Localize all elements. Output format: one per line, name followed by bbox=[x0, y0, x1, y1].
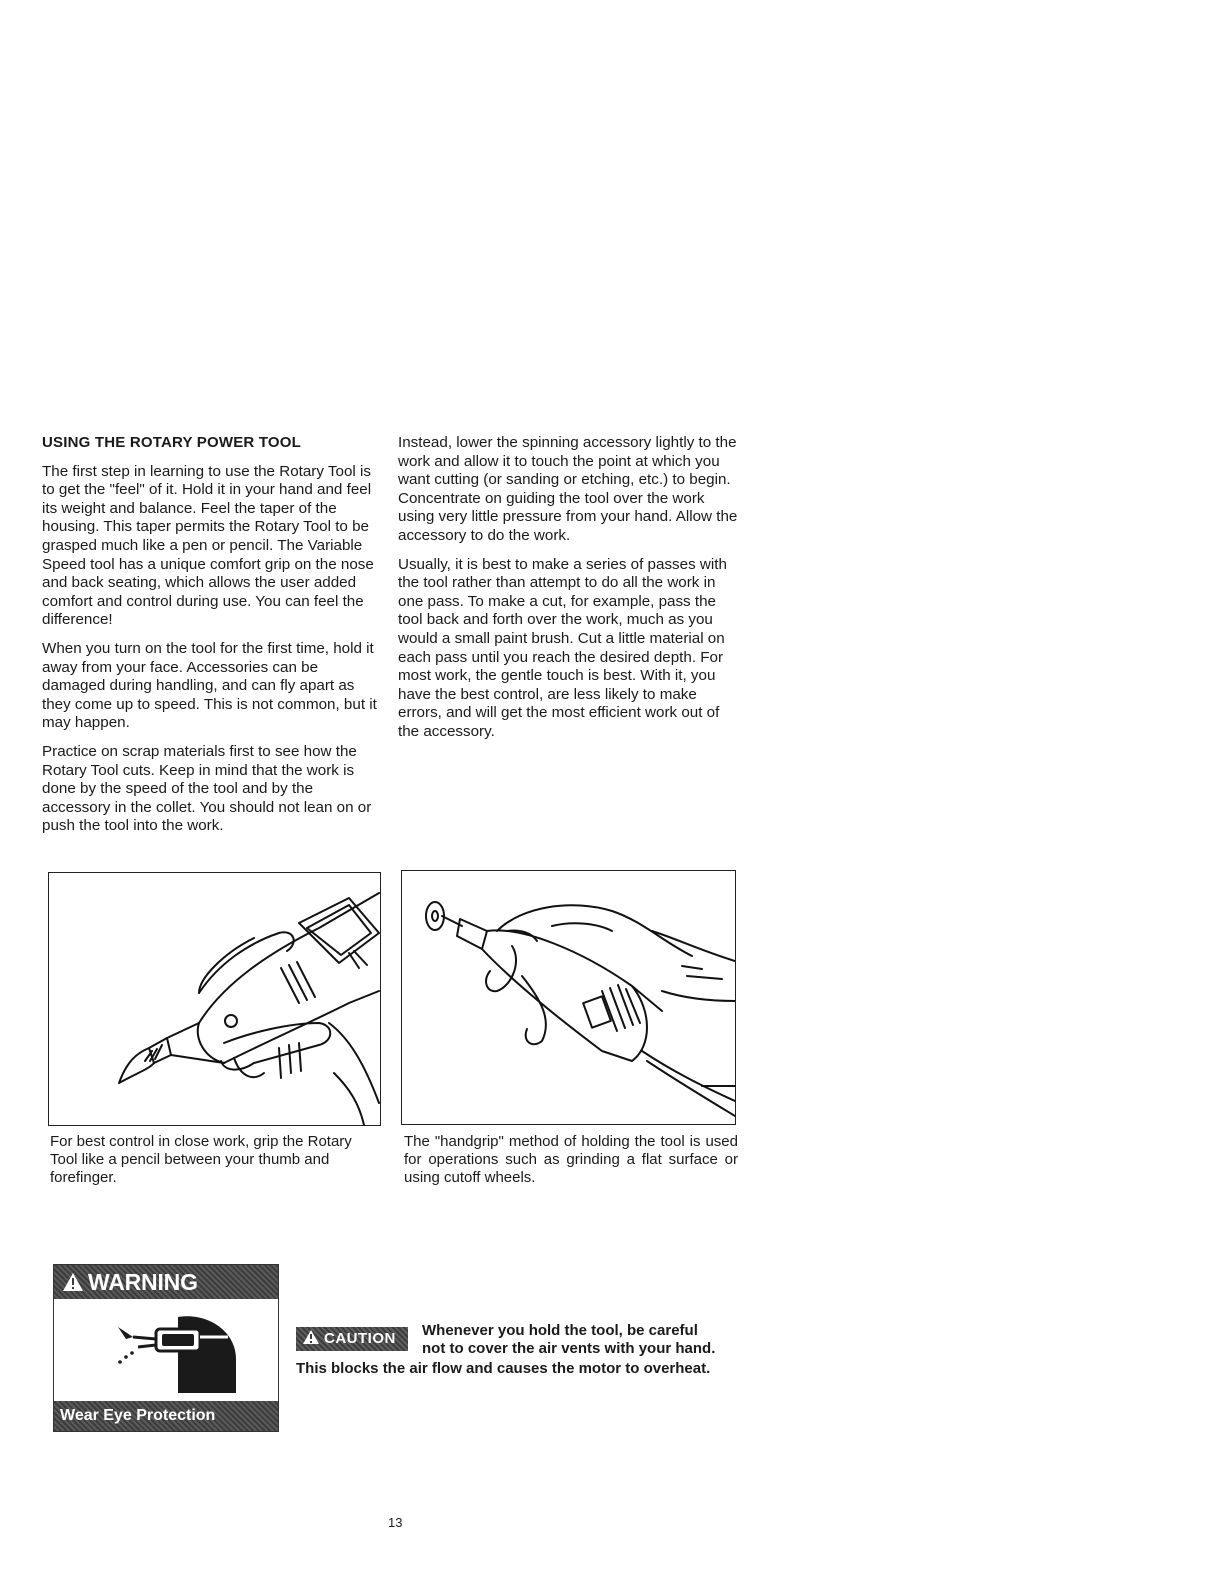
caution-title: CAUTION bbox=[324, 1330, 396, 1347]
caution-line-3: This blocks the air flow and causes the motor to overheat. bbox=[296, 1360, 711, 1377]
right-text-column bbox=[398, 434, 738, 752]
warning-footer: Wear Eye Protection bbox=[54, 1401, 278, 1431]
pencil-grip-caption: For best control in close work, grip the Rotary Tool like a pencil between your thumb and forefinger. bbox=[50, 1133, 352, 1186]
handgrip-caption: The "handgrip" method of holding the tool is used for operations such as grinding a flat surface or using cutoff wheels. bbox=[404, 1133, 738, 1186]
paragraph-feel: The first step in learning to use the Rotary Tool is to get the "feel" of it. Hold it in your hand and feel its weight and balance. Feel the taper of the housing. This taper permits the Rotary Tool to be grasped much like a pen or pencil. The Variable Speed tool has a unique comfort grip on the nose and back seating, which allows the user added comfort and control during use. You can feel the difference! bbox=[42, 462, 374, 629]
warning-triangle-icon bbox=[62, 1267, 84, 1301]
paragraph-instead: Instead, lower the spinning accessory lightly to the work and allow it to touch the point at which you want cutting (or sanding or etching, etc.) to begin. Concentrate on guiding the tool over the work using very little pressure from your hand. Allow the accessory to do the work. bbox=[398, 434, 738, 544]
warning-title: WARNING bbox=[88, 1269, 198, 1295]
pencil-grip-drawing bbox=[49, 873, 380, 1125]
caution-line-1: Whenever you hold the tool, be careful bbox=[422, 1322, 698, 1339]
warning-header bbox=[54, 1265, 278, 1299]
page-number: 13 bbox=[388, 1515, 403, 1530]
caution-triangle-icon bbox=[302, 1329, 320, 1353]
warning-label bbox=[53, 1264, 279, 1432]
left-text-column bbox=[42, 434, 382, 846]
paragraph-first-time: When you turn on the tool for the first time, hold it away from your face. Accessories can be damaged during handling, and can fly apart as they come up to speed. This is not common, but it may happen. bbox=[42, 639, 377, 732]
paragraph-practice: Practice on scrap materials first to see how the Rotary Tool cuts. Keep in mind that the work is done by the speed of the tool and by the accessory in the collet. You should not lean on or push the tool into the work. bbox=[42, 742, 372, 835]
handgrip-illustration bbox=[401, 870, 736, 1125]
caution-badge bbox=[296, 1327, 408, 1351]
pencil-grip-illustration bbox=[48, 872, 381, 1126]
paragraph-passes: Usually, it is best to make a series of passes with the tool rather than attempt to do all the work in one pass. To make a cut, for example, pass the tool back and forth over the work, much as you would a small paint brush. Cut a little material on each pass until you reach the desired depth. For most work, the gentle touch is best. With it, you have the best control, are less likely to make errors, and will get the most efficient work out of the accessory. bbox=[398, 555, 727, 740]
caution-line-2: not to cover the air vents with your hand. bbox=[422, 1340, 716, 1357]
section-heading: USING THE ROTARY POWER TOOL bbox=[42, 434, 302, 451]
eye-protection-icon bbox=[78, 1307, 248, 1393]
handgrip-drawing bbox=[402, 871, 735, 1124]
